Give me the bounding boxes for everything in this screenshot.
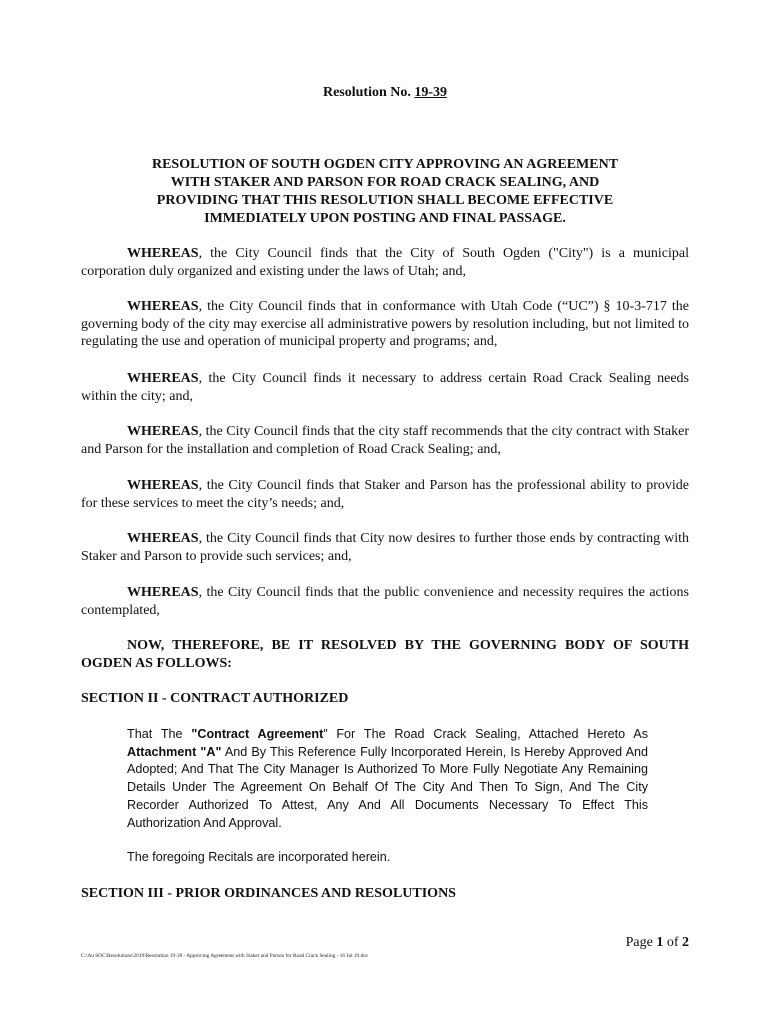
page-current: 1 bbox=[656, 935, 664, 950]
file-path-footer: C:\Au SOC\Resolutions\2019\Resolution 19-39 - Approving Agreement with Staker and Parson for Road Crack Sealing - 16 Jul 19.doc bbox=[81, 953, 369, 959]
whereas-clause bbox=[81, 298, 689, 351]
page-of: of bbox=[663, 935, 682, 950]
page-number bbox=[626, 935, 689, 951]
recitals-sentence: The foregoing Recitals are incorporated herein. bbox=[127, 850, 391, 864]
contract-agreement-term: "Contract Agreement bbox=[191, 727, 324, 741]
section-2-text: ” For The Road Crack Sealing, Attached Hereto As bbox=[323, 727, 649, 741]
title-line: RESOLUTION OF SOUTH OGDEN CITY APPROVING AN AGREEMENT bbox=[151, 157, 619, 172]
whereas-clause bbox=[81, 370, 689, 405]
resolved-text: NOW, THEREFORE, BE IT RESOLVED BY THE GOVERNING BODY OF SOUTH OGDEN AS FOLLOWS: bbox=[81, 638, 689, 671]
page-total: 2 bbox=[682, 935, 689, 950]
attachment-term: Attachment "A" bbox=[127, 744, 222, 759]
whereas-label: WHEREAS bbox=[127, 531, 199, 546]
whereas-text: , the City Council finds that the public convenience and necessity requires the actions contemplated, bbox=[81, 585, 689, 618]
resolution-prefix: Resolution No. bbox=[322, 85, 415, 100]
resolution-number-value: 19-39 bbox=[414, 85, 448, 100]
whereas-clause bbox=[81, 245, 689, 280]
whereas-text: , the City Council finds that Staker and Parson has the professional ability to provide for these services to meet the city’s needs; and, bbox=[81, 478, 689, 511]
whereas-clause bbox=[81, 423, 689, 458]
whereas-text: , the City Council finds that in conformance with Utah Code (“UC”) § 10-3-717 the governing body of the city may exercise all administrative powers by resolution including, but not limited to regulating the use and operation of municipal property and programs; and, bbox=[81, 299, 689, 349]
title-line: WITH STAKER AND PARSON FOR ROAD CRACK SEALING, AND bbox=[170, 175, 600, 190]
whereas-text: , the City Council finds it necessary to address certain Road Crack Sealing needs within the city; and, bbox=[81, 371, 689, 404]
whereas-label: WHEREAS bbox=[127, 424, 199, 439]
whereas-label: WHEREAS bbox=[127, 478, 199, 493]
section-2-text: That The bbox=[127, 727, 192, 741]
section-2-text: And By This Reference Fully Incorporated Herein, Is Hereby Approved And Adopted; And That The City Manager Is Authorized To More Fully Negotiate Any Remaining Details Under The Agreement On Behalf Of The City And Then To Sign, And The City Recorder Authorized To Attest, Any And All Documents Necessary To Effect This Authorization And Approval. bbox=[127, 744, 648, 830]
whereas-text: , the City Council finds that the city staff recommends that the city contract with Staker and Parson for the installation and completion of Road Crack Sealing; and, bbox=[81, 424, 689, 457]
whereas-clause bbox=[81, 584, 689, 619]
title-line: PROVIDING THAT THIS RESOLUTION SHALL BECOME EFFECTIVE bbox=[156, 193, 614, 208]
section-2-heading: SECTION II - CONTRACT AUTHORIZED bbox=[81, 691, 349, 706]
resolved-clause bbox=[81, 637, 689, 673]
whereas-text: , the City Council finds that City now desires to further those ends by contracting with Staker and Parson to provide such services; and, bbox=[81, 531, 689, 564]
resolution-number bbox=[0, 85, 770, 101]
page-prefix: Page bbox=[625, 935, 657, 950]
whereas-label: WHEREAS bbox=[127, 299, 199, 314]
title-line: IMMEDIATELY UPON POSTING AND FINAL PASSAGE. bbox=[204, 211, 566, 226]
whereas-text: , the City Council finds that the City of South Ogden ("City") is a municipal corporation duly organized and existing under the laws of Utah; and, bbox=[81, 246, 689, 279]
section-3-heading: SECTION III - PRIOR ORDINANCES AND RESOLUTIONS bbox=[81, 886, 456, 901]
resolution-title bbox=[80, 156, 690, 228]
whereas-label: WHEREAS bbox=[127, 246, 199, 261]
section-2-body bbox=[127, 726, 648, 832]
whereas-clause bbox=[81, 530, 689, 565]
whereas-label: WHEREAS bbox=[127, 371, 199, 386]
whereas-clause bbox=[81, 477, 689, 512]
whereas-label: WHEREAS bbox=[127, 585, 199, 600]
